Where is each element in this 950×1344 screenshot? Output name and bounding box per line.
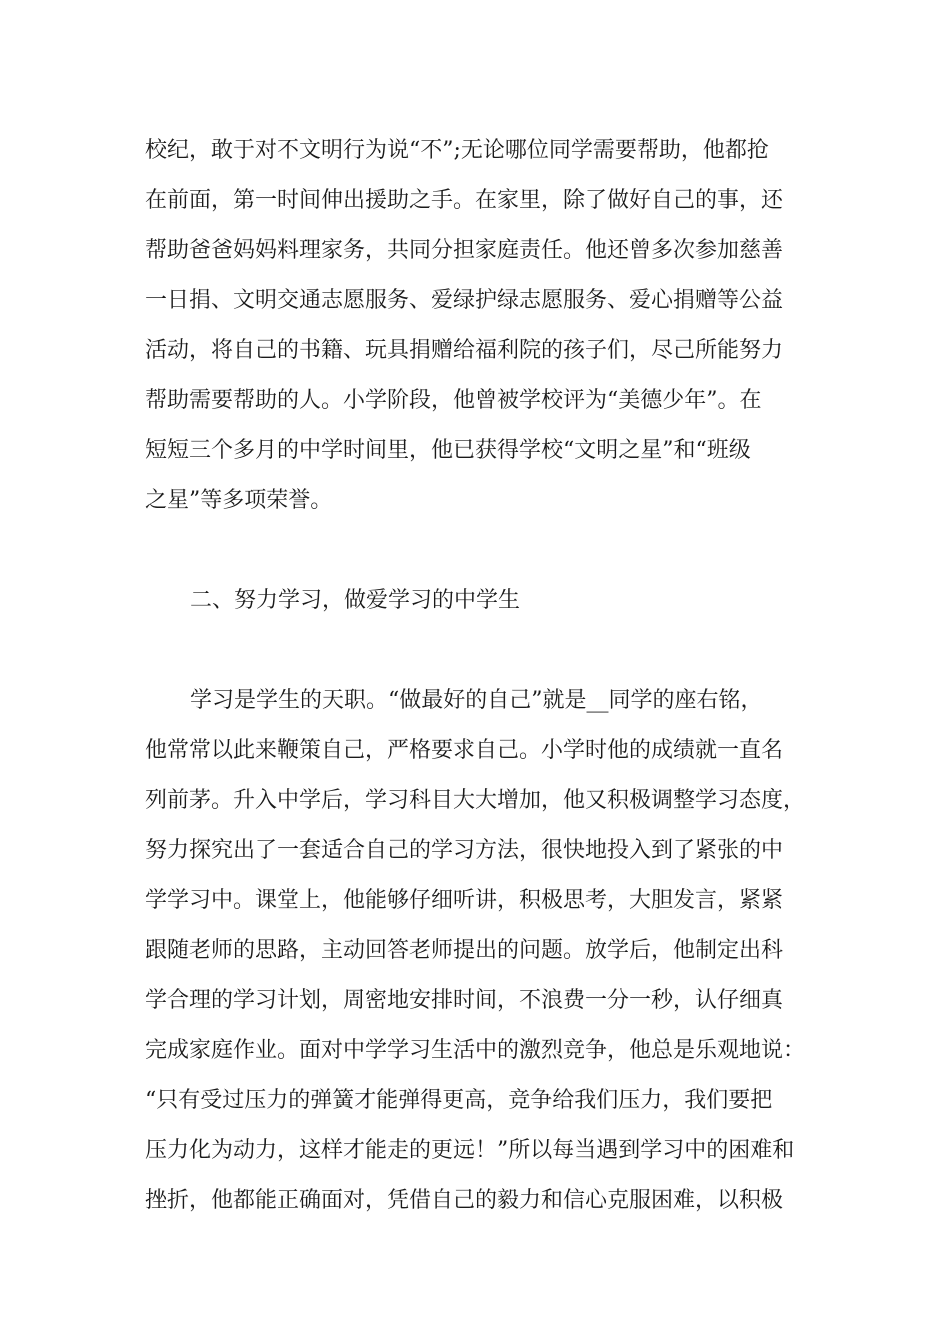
paragraph-1-line-7: 短短三个多月的中学时间里，他已获得学校“文明之星”和“班级 — [145, 438, 751, 463]
paragraph-2-line-3: 列前茅。升入中学后，学习科目大大增加，他又积极调整学习态度， — [145, 788, 806, 813]
paragraph-1-line-6: 帮助需要帮助的人。小学阶段，他曾被学校评为“美德少年”。在 — [145, 388, 762, 413]
paragraph-1-line-8: 之星”等多项荣誉。 — [145, 488, 333, 513]
paragraph-2-line-4: 努力探究出了一套适合自己的学习方法，很快地投入到了紧张的中 — [145, 838, 784, 863]
paragraph-1-line-4: 一日捐、文明交通志愿服务、爱绿护绿志愿服务、爱心捐赠等公益 — [145, 288, 784, 313]
paragraph-2-line-10: 压力化为动力，这样才能走的更远！”所以每当遇到学习中的困难和 — [145, 1138, 795, 1163]
paragraph-2-line-1: 学习是学生的天职。“做最好的自己”就是__同学的座右铭， — [190, 688, 763, 713]
paragraph-1-line-1: 校纪，敢于对不文明行为说“不”;无论哪位同学需要帮助，他都抢 — [145, 138, 769, 163]
paragraph-2-line-5: 学学习中。课堂上，他能够仔细听讲，积极思考，大胆发言，紧紧 — [145, 888, 784, 913]
paragraph-1-line-2: 在前面，第一时间伸出援助之手。在家里，除了做好自己的事，还 — [145, 188, 784, 213]
paragraph-2-line-9: “只有受过压力的弹簧才能弹得更高，竞争给我们压力，我们要把 — [145, 1088, 773, 1113]
paragraph-1-line-3: 帮助爸爸妈妈料理家务，共同分担家庭责任。他还曾多次参加慈善 — [145, 238, 784, 263]
paragraph-2-line-2: 他常常以此来鞭策自己，严格要求自己。小学时他的成绩就一直名 — [145, 738, 784, 763]
paragraph-2-line-7: 学合理的学习计划，周密地安排时间，不浪费一分一秒，认仔细真 — [145, 988, 784, 1013]
paragraph-2-line-8: 完成家庭作业。面对中学学习生活中的激烈竞争，他总是乐观地说： — [145, 1038, 806, 1063]
section-heading: 二、努力学习，做爱学习的中学生 — [190, 588, 521, 613]
paragraph-2-line-11: 挫折，他都能正确面对，凭借自己的毅力和信心克服困难，以积极 — [145, 1188, 784, 1213]
paragraph-1-line-5: 活动，将自己的书籍、玩具捐赠给福利院的孩子们，尽己所能努力 — [145, 338, 784, 363]
paragraph-2-line-6: 跟随老师的思路，主动回答老师提出的问题。放学后，他制定出科 — [145, 938, 784, 963]
